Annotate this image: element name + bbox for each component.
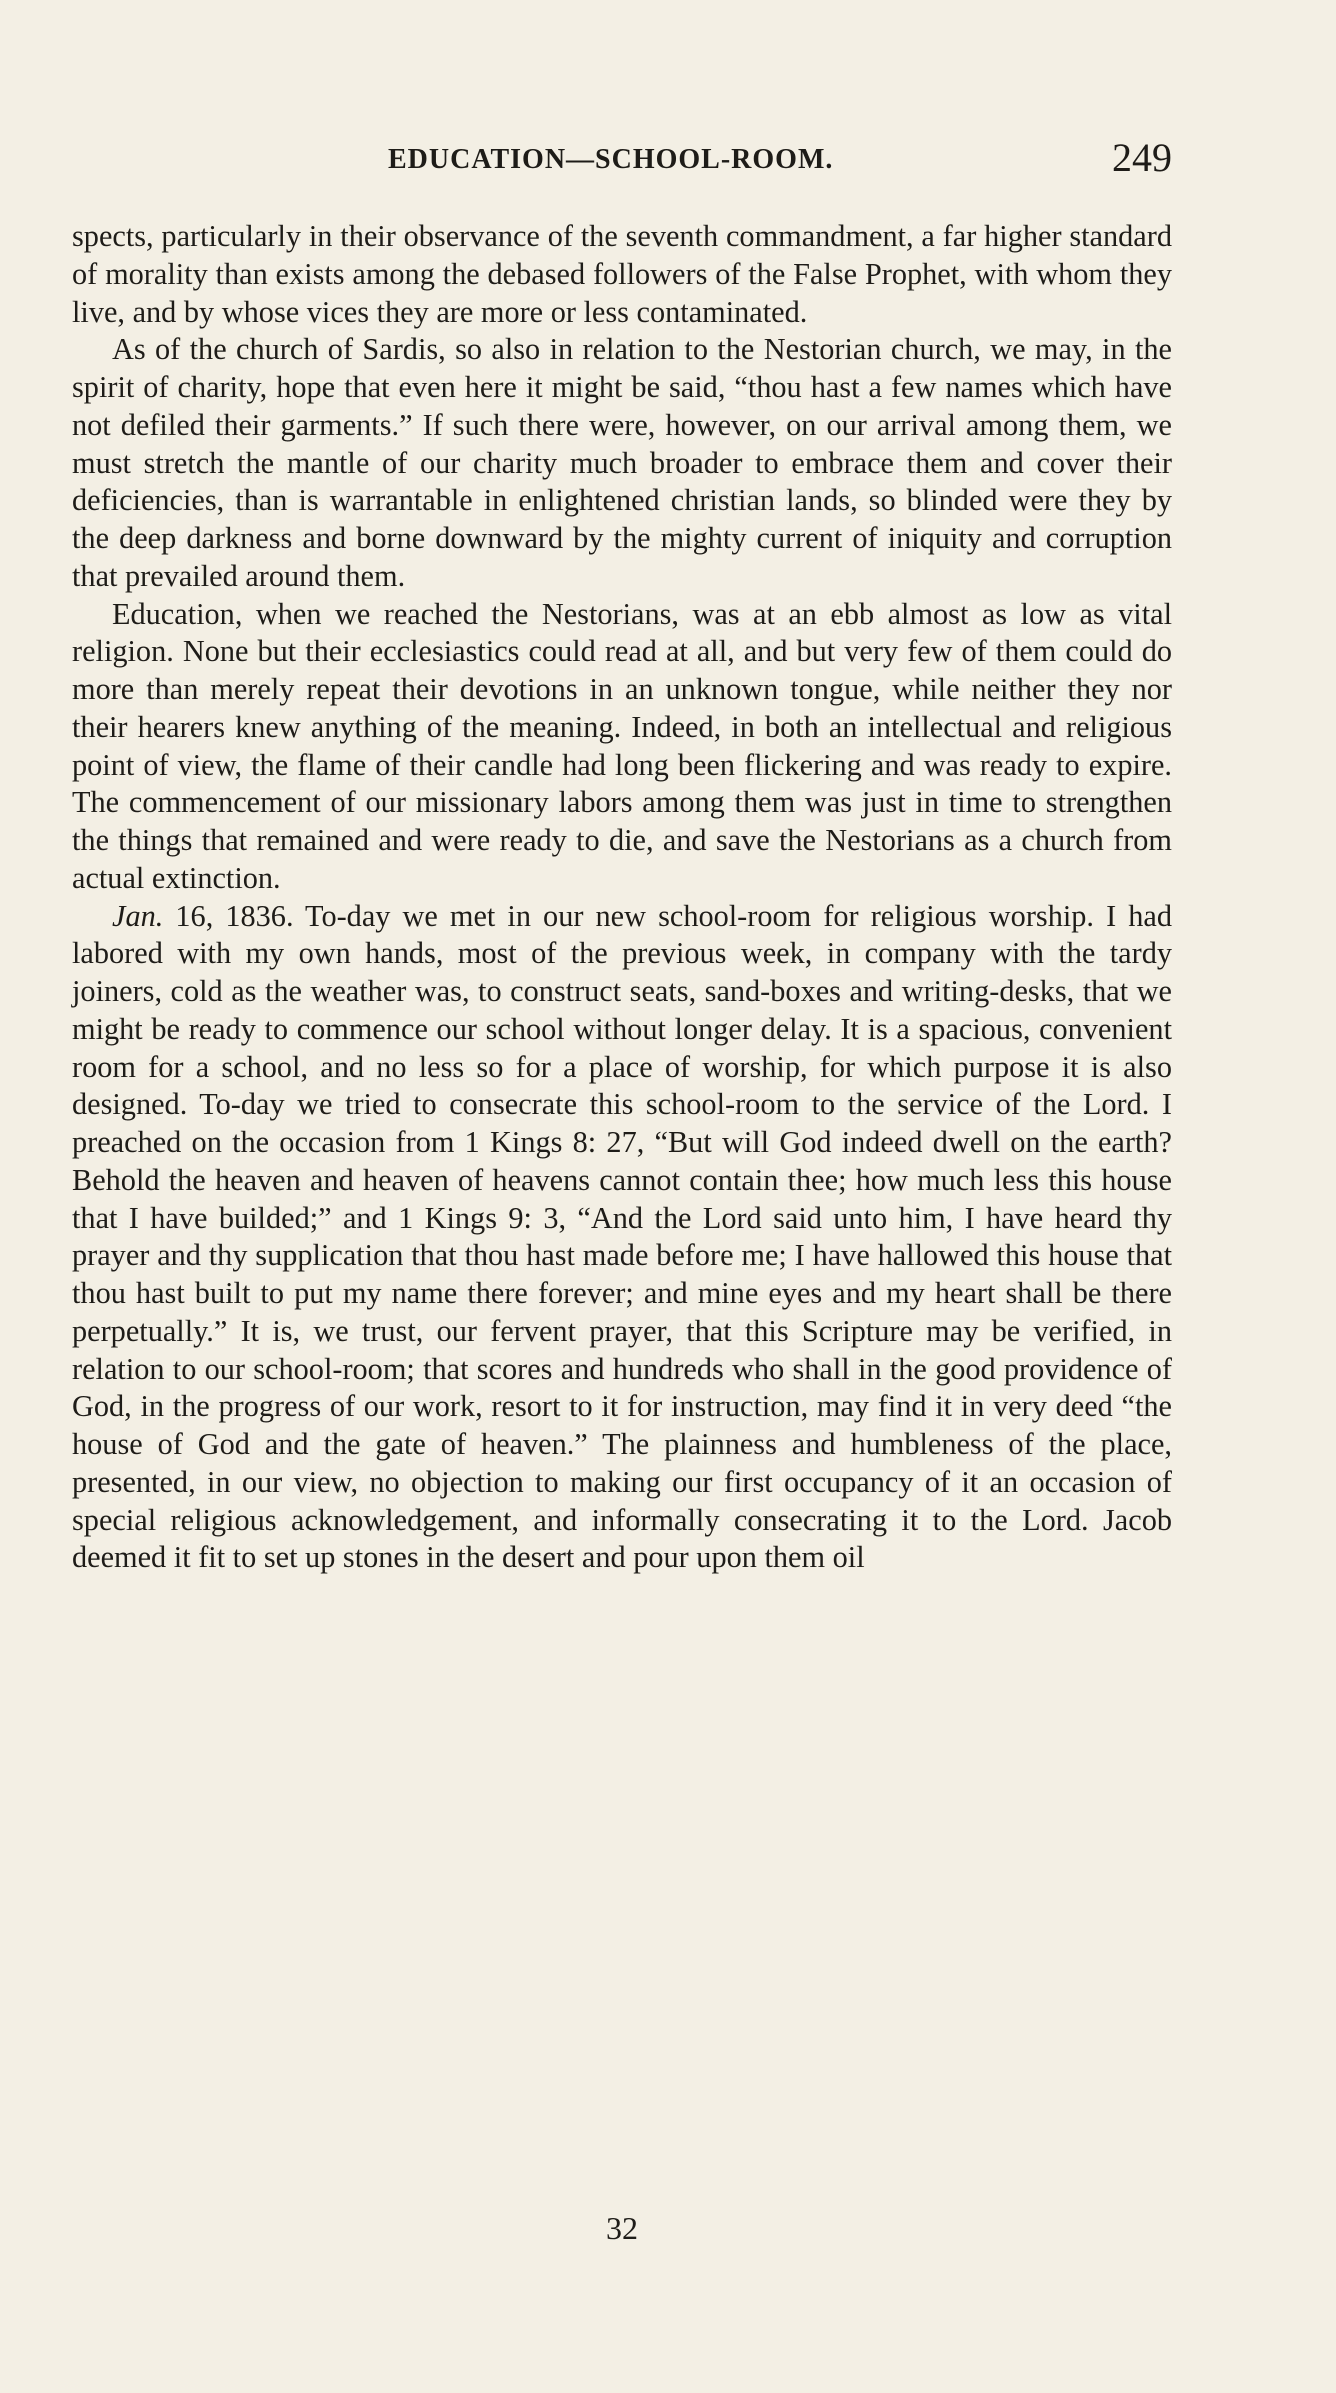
paragraph-4-text: 16, 1836. To-day we met in our new school-room for religious worship. I had labored with my own hands, most of the previous week, in company with the tardy joiners, cold as the weather was, to construct seats, sand-boxes and writing-desks, that we might be ready to commence our school without longer delay. It is a spacious, convenient room for a school, and no less so for a place of worship, for which purpose it is also designed. To-day we tried to consecrate this school-room to the service of the Lord. I preached on the occasion from 1 Kings 8: 27, “But will God indeed dwell on the earth? Behold the heaven and heaven of heavens cannot contain thee; how much less this house that I have builded;” and 1 Kings 9: 3, “And the Lord said unto him, I have heard thy prayer and thy supplication that thou hast made before me; I have hallowed this house that thou hast built to put my name there forever; and mine eyes and my heart shall be there perpetually.” It is, we trust, our fervent prayer, that this Scripture may be verified, in relation to our school-room; that scores and hundreds who shall in the good providence of God, in the progress of our work, resort to it for instruction, may find it in very deed “the house of God and the gate of heaven.” The plainness and humbleness of the place, presented, in our view, no objection to making our first occupancy of it an occasion of special religious acknowledgement, and informally consecrating it to the Lord. Jacob deemed it fit to set up stones in the desert and pour upon them oil <box>72 898 1172 1575</box>
running-head: EDUCATION—SCHOOL-ROOM. <box>388 144 834 175</box>
paragraph-2: As of the church of Sardis, so also in relation to the Nestorian church, we may, in the spirit of charity, hope that even here it might be said, “thou hast a few names which have not defiled their garments.” If such there were, however, on our arrival among them, we must stretch the mantle of our charity much broader to embrace them and cover their deficiencies, than is warrantable in enlightened christian lands, so blinded were they by the deep darkness and borne downward by the mighty current of iniquity and corruption that prevailed around them. <box>72 332 1172 593</box>
paragraph-3: Education, when we reached the Nestorians, was at an ebb almost as low as vital religion. None but their ecclesiastics could read at all, and but very few of them could do more than merely repeat their devotions in an unknown tongue, while neither they nor their hearers knew anything of the meaning. Indeed, in both an intellectual and religious point of view, the flame of their candle had long been flickering and was ready to expire. The commencement of our missionary labors among them was just in time to strengthen the things that remained and were ready to die, and save the Nestorians as a church from actual extinction. <box>72 596 1172 895</box>
page-header <box>72 135 1172 190</box>
entry-date-month: Jan. <box>112 898 164 933</box>
paragraph-1: spects, particularly in their observance of the seventh commandment, a far higher standard of morality than exists among the debased followers of the False Prophet, with whom they live, and by whose vices they are more or less contaminated. <box>72 219 1172 329</box>
paragraph-4 <box>72 898 1172 1578</box>
page-number: 249 <box>1112 135 1172 180</box>
body-text <box>72 218 1172 1577</box>
signature-mark: 32 <box>606 2210 638 2246</box>
